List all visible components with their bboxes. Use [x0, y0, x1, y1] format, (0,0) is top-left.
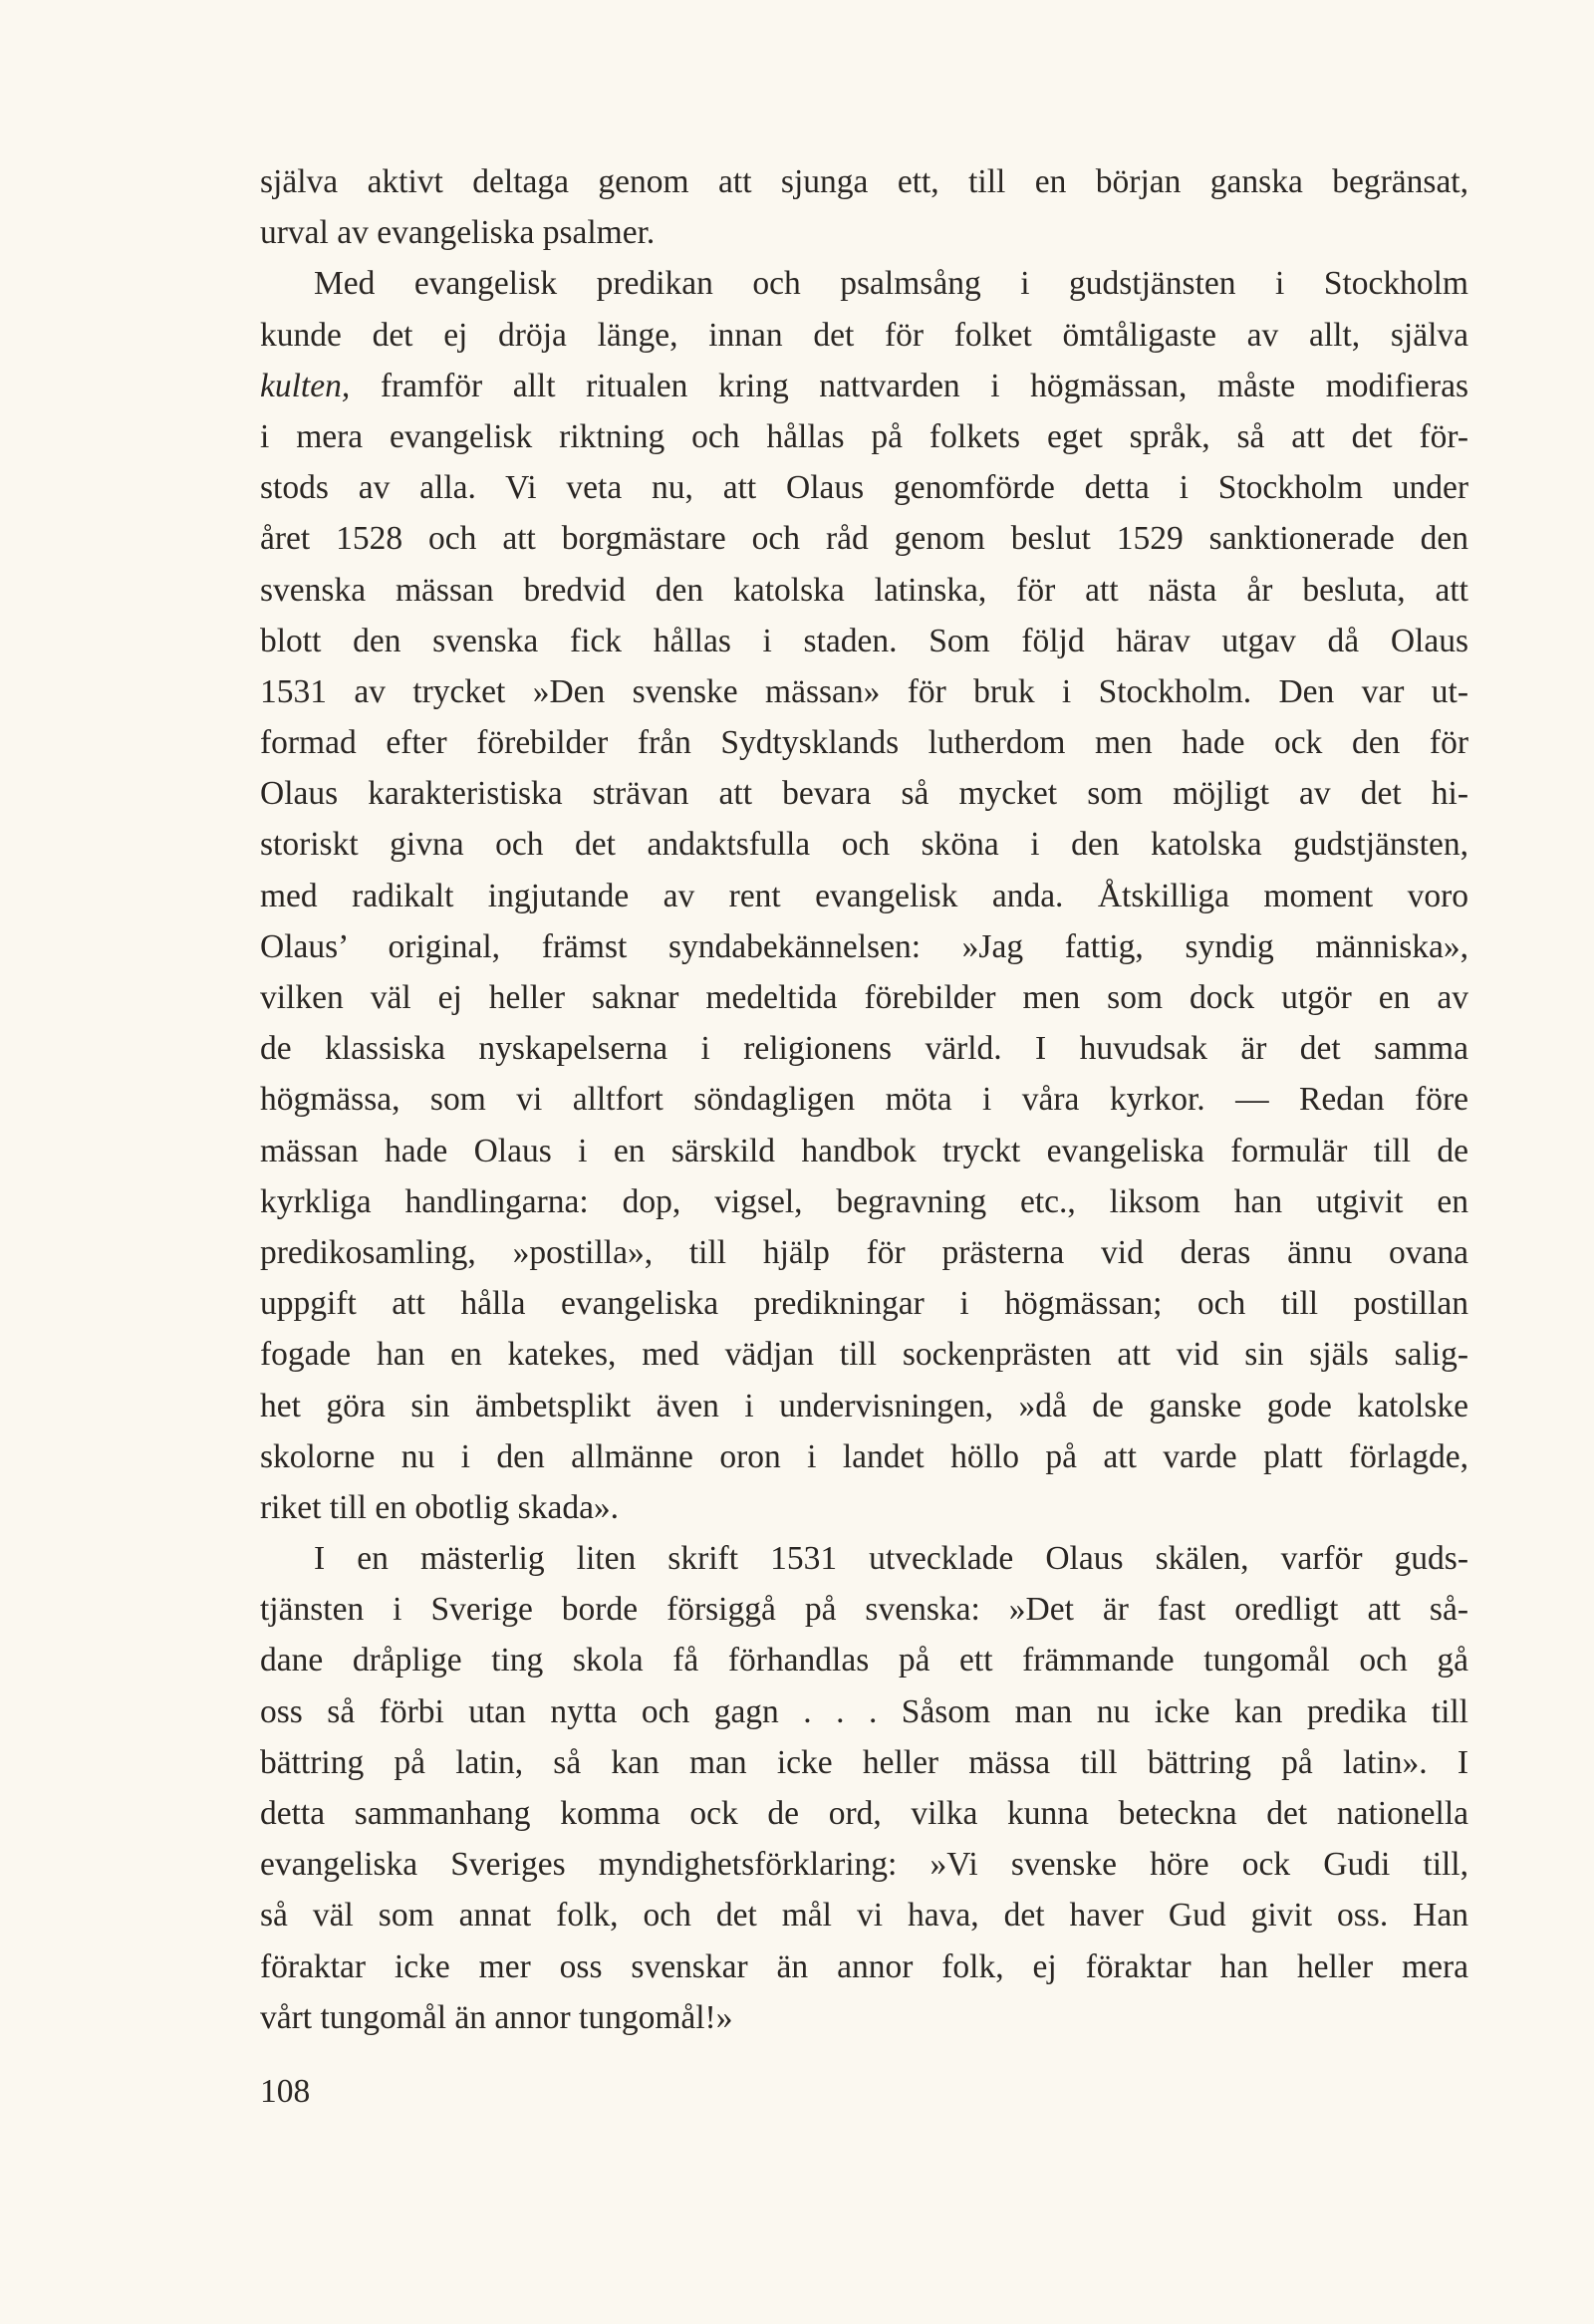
italic-word: kulten,: [260, 367, 351, 404]
text-line: tjänsten i Sverige borde försiggå på svenska: »Det är fast oredligt att så-: [260, 1591, 1468, 1629]
text-line: predikosamling, »postilla», till hjälp för prästerna vid deras ännu ovana: [260, 1233, 1468, 1271]
text-line: detta sammanhang komma ock de ord, vilka kunna beteckna det nationella: [260, 1795, 1468, 1832]
text-line: evangeliska Sveriges myndighetsförklaring: »Vi svenske höre ock Gudi till,: [260, 1846, 1468, 1884]
text-line: kunde det ej dröja länge, innan det för folket ömtåligaste av allt, själva: [260, 316, 1468, 354]
text-line: vårt tungomål än annor tungomål!»: [260, 1998, 733, 2036]
text-line: svenska mässan bredvid den katolska latinska, för att nästa år besluta, att: [260, 571, 1468, 609]
paragraph: [260, 1533, 1468, 2043]
text-line: så väl som annat folk, och det mål vi hava, det haver Gud givit oss. Han: [260, 1897, 1468, 1935]
text-line: de klassiska nyskapelserna i religionens värld. I huvudsak är det samma: [260, 1030, 1468, 1068]
text-line: föraktar icke mer oss svenskar än annor folk, ej föraktar han heller mera: [260, 1947, 1468, 1985]
paragraph: [260, 156, 1468, 258]
text-line: formad efter förebilder från Sydtysklands lutherdom men hade ock den för: [260, 724, 1468, 762]
text-line: 1531 av trycket »Den svenske mässan» för bruk i Stockholm. Den var ut-: [260, 672, 1468, 710]
text-line: bättring på latin, så kan man icke heller mässa till bättring på latin». I: [260, 1743, 1468, 1781]
text-line: dane dråplige ting skola få förhandlas på ett främmande tungomål och gå: [260, 1642, 1468, 1679]
text-line: högmässa, som vi alltfort söndagligen möta i våra kyrkor. — Redan före: [260, 1081, 1468, 1119]
text-line: Olaus karakteristiska strävan att bevara så mycket som möjligt av det hi-: [260, 775, 1468, 813]
text-line: uppgift att hålla evangeliska predikningar i högmässan; och till postillan: [260, 1285, 1468, 1323]
body-text: [260, 156, 1468, 2043]
text-line: I en mästerlig liten skrift 1531 utvecklade Olaus skälen, varför guds-: [314, 1540, 1468, 1578]
text-line: kyrkliga handlingarna: dop, vigsel, begravning etc., liksom han utgivit en: [260, 1182, 1468, 1220]
text-line: riket till en obotlig skada».: [260, 1488, 620, 1526]
text-line: urval av evangeliska psalmer.: [260, 214, 656, 252]
text-line: stods av alla. Vi veta nu, att Olaus genomförde detta i Stockholm under: [260, 469, 1468, 507]
text-line: Med evangelisk predikan och psalmsång i gudstjänsten i Stockholm: [314, 265, 1468, 303]
text-line: storiskt givna och det andaktsfulla och sköna i den katolska gudstjänsten,: [260, 826, 1468, 864]
text-line: i mera evangelisk riktning och hållas på folkets eget språk, så att det för-: [260, 417, 1468, 455]
text-line: vilken väl ej heller saknar medeltida förebilder men som dock utgör en av: [260, 979, 1468, 1016]
text-line: själva aktivt deltaga genom att sjunga ett, till en början ganska begränsat,: [260, 163, 1468, 200]
text-line: mässan hade Olaus i en särskild handbok tryckt evangeliska formulär till de: [260, 1132, 1468, 1169]
text-line: med radikalt ingjutande av rent evangelisk anda. Åtskilliga moment voro: [260, 877, 1468, 914]
page-number: 108: [260, 2073, 311, 2110]
text-line: Olaus’ original, främst syndabekännelsen: »Jag fattig, syndig människa»,: [260, 927, 1468, 965]
text-line: oss så förbi utan nytta och gagn . . . Såsom man nu icke kan predika till: [260, 1692, 1468, 1730]
paragraph: [260, 258, 1468, 1533]
text-line: fogade han en katekes, med vädjan till sockenprästen att vid sin själs salig-: [260, 1336, 1468, 1374]
text-line: blott den svenska fick hållas i staden. Som följd härav utgav då Olaus: [260, 622, 1468, 659]
text-line: [260, 361, 1468, 411]
text-line-rest: framför allt ritualen kring nattvarden i högmässan, måste modifieras: [350, 367, 1468, 404]
text-line: året 1528 och att borgmästare och råd genom beslut 1529 sanktionerade den: [260, 520, 1468, 558]
text-line: skolorne nu i den allmänne oron i landet höllo på att varde platt förlagde,: [260, 1437, 1468, 1475]
text-line: het göra sin ämbetsplikt även i undervisningen, »då de ganske gode katolske: [260, 1387, 1468, 1424]
